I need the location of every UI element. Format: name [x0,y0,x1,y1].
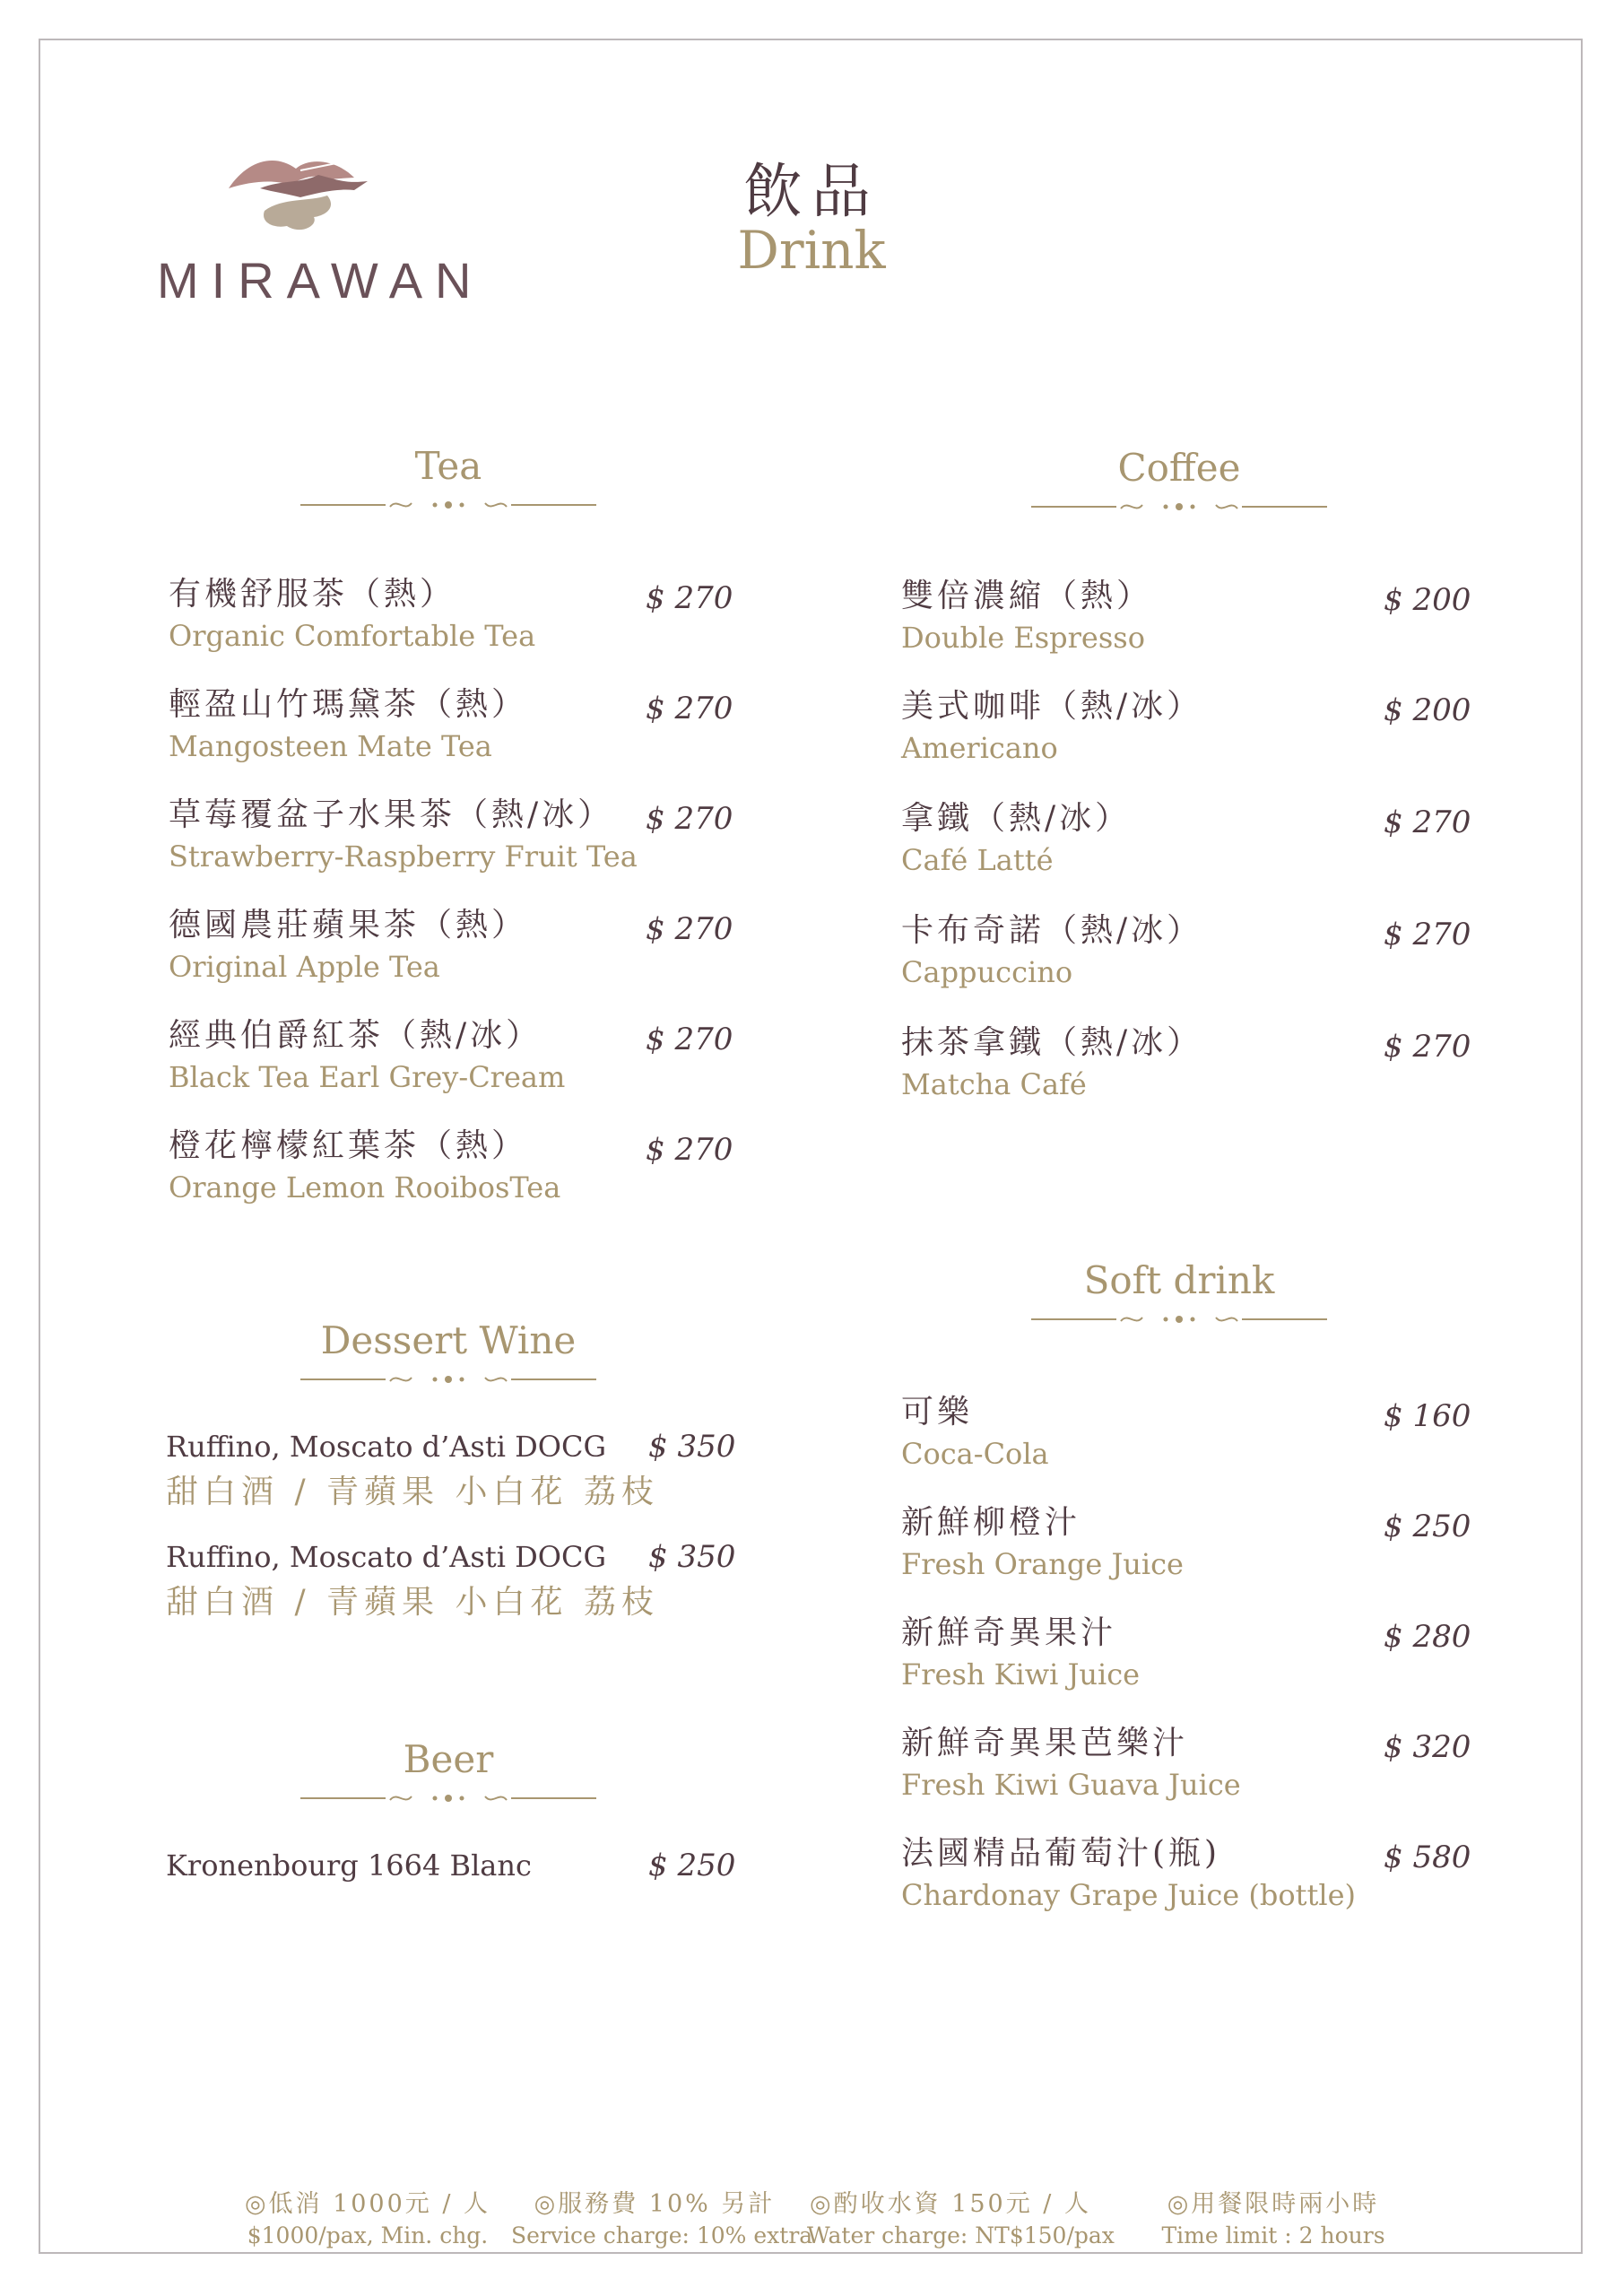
item-name-en: Chardonay Grape Juice (bottle) [901,1878,1356,1912]
item-name-zh: 雙倍濃縮（熱） [901,578,1153,614]
footer-note-service-charge [511,2188,813,2251]
item-price: $ 250 [1384,1509,1471,1544]
ornament-divider-icon [1031,496,1327,517]
list-item [169,905,527,987]
item-price: $ 270 [1384,804,1471,840]
item-price: $ 320 [1384,1729,1471,1765]
list-item [169,1015,565,1098]
item-price: $ 580 [1384,1839,1471,1875]
item-price: $ 200 [1384,692,1471,728]
ornament-divider-icon [300,1369,596,1390]
ornament-divider-icon [300,494,596,516]
list-item [169,574,535,657]
section-heading-tea [296,444,601,516]
wine-name: Ruffino, Moscato d’Asti DOCG [166,1540,607,1574]
list-item [901,1613,1140,1695]
section-heading-beer [296,1737,601,1809]
item-name-zh: 新鮮柳橙汁 [901,1504,1081,1541]
item-name-zh: 經典伯爵紅茶（熱/冰） [169,1017,542,1054]
item-name-zh: 抹茶拿鐵（熱/冰） [901,1024,1203,1061]
wine-description-zh: 甜白酒 / 青蘋果 小白花 荔枝 [166,1584,659,1621]
item-name-zh: 德國農莊蘋果茶（熱） [169,907,528,944]
item-name-en: Organic Comfortable Tea [169,619,536,653]
item-price: $ 270 [1384,917,1471,952]
list-item [169,684,527,767]
item-price: $ 270 [646,801,733,837]
list-item [901,1723,1241,1805]
page-title-en: Drink [737,220,886,281]
item-name-zh: 輕盈山竹瑪黛茶（熱） [169,686,528,723]
list-item [901,686,1202,769]
item-name-en: Matcha Café [901,1067,1087,1101]
ornament-divider-icon [300,1787,596,1809]
list-item [901,1833,1356,1916]
footer-note-water-charge [807,2188,1115,2251]
item-name-en: Americano [901,731,1058,765]
item-name-zh: 新鮮奇異果芭樂汁 [901,1725,1189,1761]
item-name-en: Café Latté [901,843,1054,877]
section-heading-soft-drink [1027,1258,1332,1330]
footer-note-en: Water charge: NT$150/pax [807,2222,1115,2248]
item-price: $ 280 [1384,1619,1471,1655]
list-item [901,1502,1184,1585]
list-item [901,1392,1049,1474]
section-heading-dessert-wine [296,1318,601,1390]
item-price: $ 160 [1384,1398,1471,1434]
list-item [169,795,638,877]
section-title: Soft drink [1083,1258,1275,1302]
item-name-en: Coca-Cola [901,1437,1049,1471]
item-price: $ 200 [1384,582,1471,618]
item-price: $ 270 [646,911,733,947]
item-price: $ 350 [648,1429,736,1465]
brand-logo [157,152,484,309]
section-title: Dessert Wine [320,1318,577,1362]
item-name-en: Double Espresso [901,621,1145,655]
list-item [901,576,1152,658]
item-price: $ 250 [648,1848,736,1883]
item-name-en: Mangosteen Mate Tea [169,729,492,763]
item-name-en: Strawberry-Raspberry Fruit Tea [169,839,638,874]
item-price: $ 270 [646,580,733,616]
item-name-zh: 新鮮奇異果汁 [901,1614,1117,1651]
list-item [166,1536,659,1628]
item-name-zh: 橙花檸檬紅葉茶（熱） [169,1127,528,1164]
footer-note-en: Service charge: 10% extra [511,2222,813,2248]
section-heading-coffee [1027,446,1332,517]
item-name-en: Black Tea Earl Grey-Cream [169,1060,566,1094]
beer-name: Kronenbourg 1664 Blanc [166,1848,532,1883]
footer-note-zh: ◎低消 1000元 / 人 [244,2190,491,2218]
item-name-zh: 拿鐵（熱/冰） [901,800,1132,837]
item-name-zh: 美式咖啡（熱/冰） [901,688,1203,725]
footer-note-time-limit [1130,2188,1417,2251]
list-item [166,1426,659,1518]
item-name-zh: 卡布奇諾（熱/冰） [901,912,1203,949]
section-title: Coffee [1117,446,1241,490]
section-title: Tea [414,444,482,488]
item-price: $ 270 [646,1132,733,1168]
page-title-zh: 飲品 [743,157,880,226]
section-title: Beer [403,1737,494,1781]
item-name-zh: 草莓覆盆子水果茶（熱/冰） [169,796,614,833]
wine-description-zh: 甜白酒 / 青蘋果 小白花 荔枝 [166,1474,659,1510]
item-price: $ 350 [648,1539,736,1575]
footer-note-zh: ◎酌收水資 150元 / 人 [810,2190,1091,2218]
ornament-divider-icon [1031,1309,1327,1330]
item-name-zh: 有機舒服茶（熱） [169,576,456,613]
brand-wordmark: MIRAWAN [157,252,484,309]
footer-note-en: $1000/pax, Min. chg. [247,2222,489,2248]
wine-name: Ruffino, Moscato d’Asti DOCG [166,1430,607,1464]
item-price: $ 270 [646,1022,733,1057]
footer-note-zh: ◎用餐限時兩小時 [1167,2190,1380,2218]
list-item [169,1126,560,1208]
list-item [166,1845,532,1886]
item-name-en: Fresh Kiwi Juice [901,1657,1141,1692]
footer-note-zh: ◎服務費 10% 另計 [534,2190,776,2218]
item-price: $ 270 [1384,1029,1471,1065]
item-name-en: Cappuccino [901,955,1073,989]
item-name-en: Orange Lemon RooibosTea [169,1170,561,1205]
footer-note-en: Time limit : 2 hours [1161,2222,1385,2248]
item-name-en: Fresh Kiwi Guava Juice [901,1768,1241,1802]
item-name-en: Original Apple Tea [169,950,440,984]
footer-note-min-charge [224,2188,511,2251]
mountain-logo-icon [211,152,498,251]
item-price: $ 270 [646,691,733,726]
list-item [901,910,1202,993]
item-name-en: Fresh Orange Juice [901,1547,1184,1581]
item-name-zh: 法國精品葡萄汁(瓶) [901,1835,1221,1872]
list-item [901,1022,1202,1105]
item-name-zh: 可樂 [901,1394,974,1431]
list-item [901,798,1131,881]
